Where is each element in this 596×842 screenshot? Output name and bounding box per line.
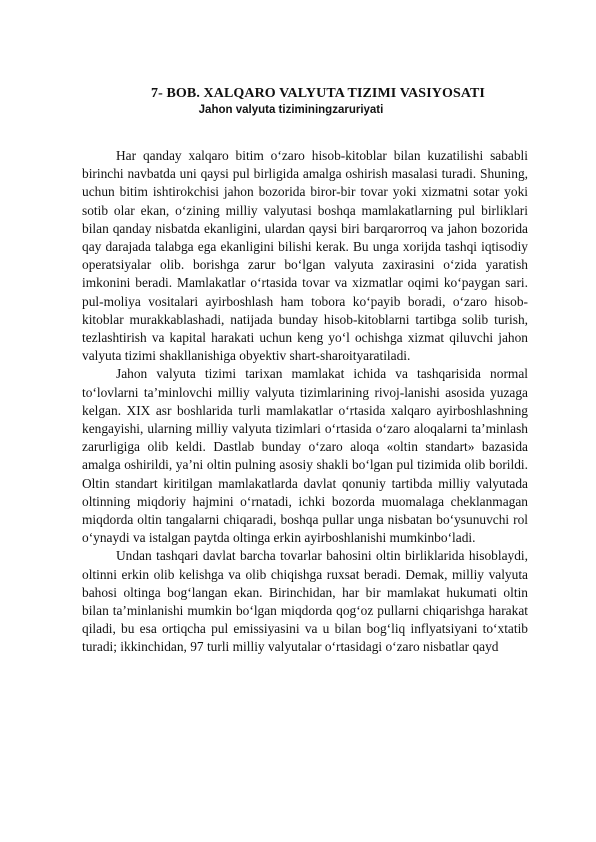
section-subtitle: Jahon valyuta tiziminingzaruriyati [198, 104, 384, 116]
paragraph: Har qanday xalqaro bitim o‘zaro hisob-kitoblar bilan kuzatilishi sababli birinchi navbatda uni qaysi pul birligida amalga oshirish masalasi turadi. Shuning, uchun bitim ishtirokchisi jahon bozorida biror-bir tovar yoki xizmatni sotar yoki sotib olar ekan, o‘zining milliy valyutasi boshqa mamlakatlarning pul birliklari bilan qanday nisbatda ekanligini, ulardan qaysi biri barqarorroq va jahon bozorida qay darajada talabga ega ekanligini bilishi kerak. Bu unga xorijda tashqi iqtisodiy operatsiyalar olib. borishga zarur bo‘lgan valyuta zaxirasini o‘zida yaratish imkonini beradi. Mamlakatlar o‘rtasida tovar va xizmatlar oqimi ko‘paygan sari. pul-moliya vositalari ayirboshlash ham tobora ko‘payib boradi, o‘zaro hisob-kitoblar murakkablashadi, natijada bunday hisob-kitoblarni tartibga solib turish, tezlashtirish va kapital harakati uchun keng yo‘l ochishga xizmat qiluvchi jahon valyuta tizimi shakllanishiga obyektiv shart-sharoityaratiladi. [82, 148, 528, 364]
paragraph: Jahon valyuta tizimi tarixan mamlakat ichida va tashqarisida normal to‘lovlarni ta’minlovchi milliy valyuta tizimlarining rivoj-lanishi asosida yuzaga kelgan. XIX asr boshlarida turli mamlakatlar o‘rtasida xalqaro ayirboshlashning kengayishi, ularning milliy valyuta tizimlari o‘rtasida o‘zaro aloqalarni ta’minlash zarurligiga olib keldi. Dastlab bunday o‘zaro aloqa «oltin standart» bazasida amalga oshirildi, ya’ni oltin pulning asosiy shakli bo‘lgan pul tizimida olib borildi. Oltin standart kiritilgan mamlakatlarda davlat qonuniy tartibda milliy valyutada oltinning miqdoriy hajmini o‘rnatadi, ichki bozorda muomalaga cheklanmagan miqdorda oltin tangalarni chiqaradi, boshqa pullar unga nisbatan bo‘ysunuvchi rol o‘ynaydi va istalgan paytda oltinga erkin ayirboshlanishi mumkinbo‘ladi. [82, 366, 528, 546]
chapter-title: 7- BOB. XALQARO VALYUTA TIZIMI VASIYOSATI [151, 86, 485, 101]
body-text [82, 147, 528, 657]
paragraph: Undan tashqari davlat barcha tovarlar bahosini oltin birliklarida hisoblaydi, oltinni erkin olib kelishga va olib chiqishga ruxsat beradi. Demak, milliy valyuta bahosi oltinga bog‘langan ekan. Birinchidan, har bir mamlakat hukumati oltin bilan ta’minlanishi mumkin bo‘lgan miqdorda qog‘oz pullarni chiqarishga harakat qiladi, bu esa ortiqcha pul emissiyasini va u bilan bog‘liq inflyatsiyani to‘xtatib turadi; ikkinchidan, 97 turli milliy valyutalar o‘rtasidagi o‘zaro nisbatlar qayd [82, 548, 528, 655]
